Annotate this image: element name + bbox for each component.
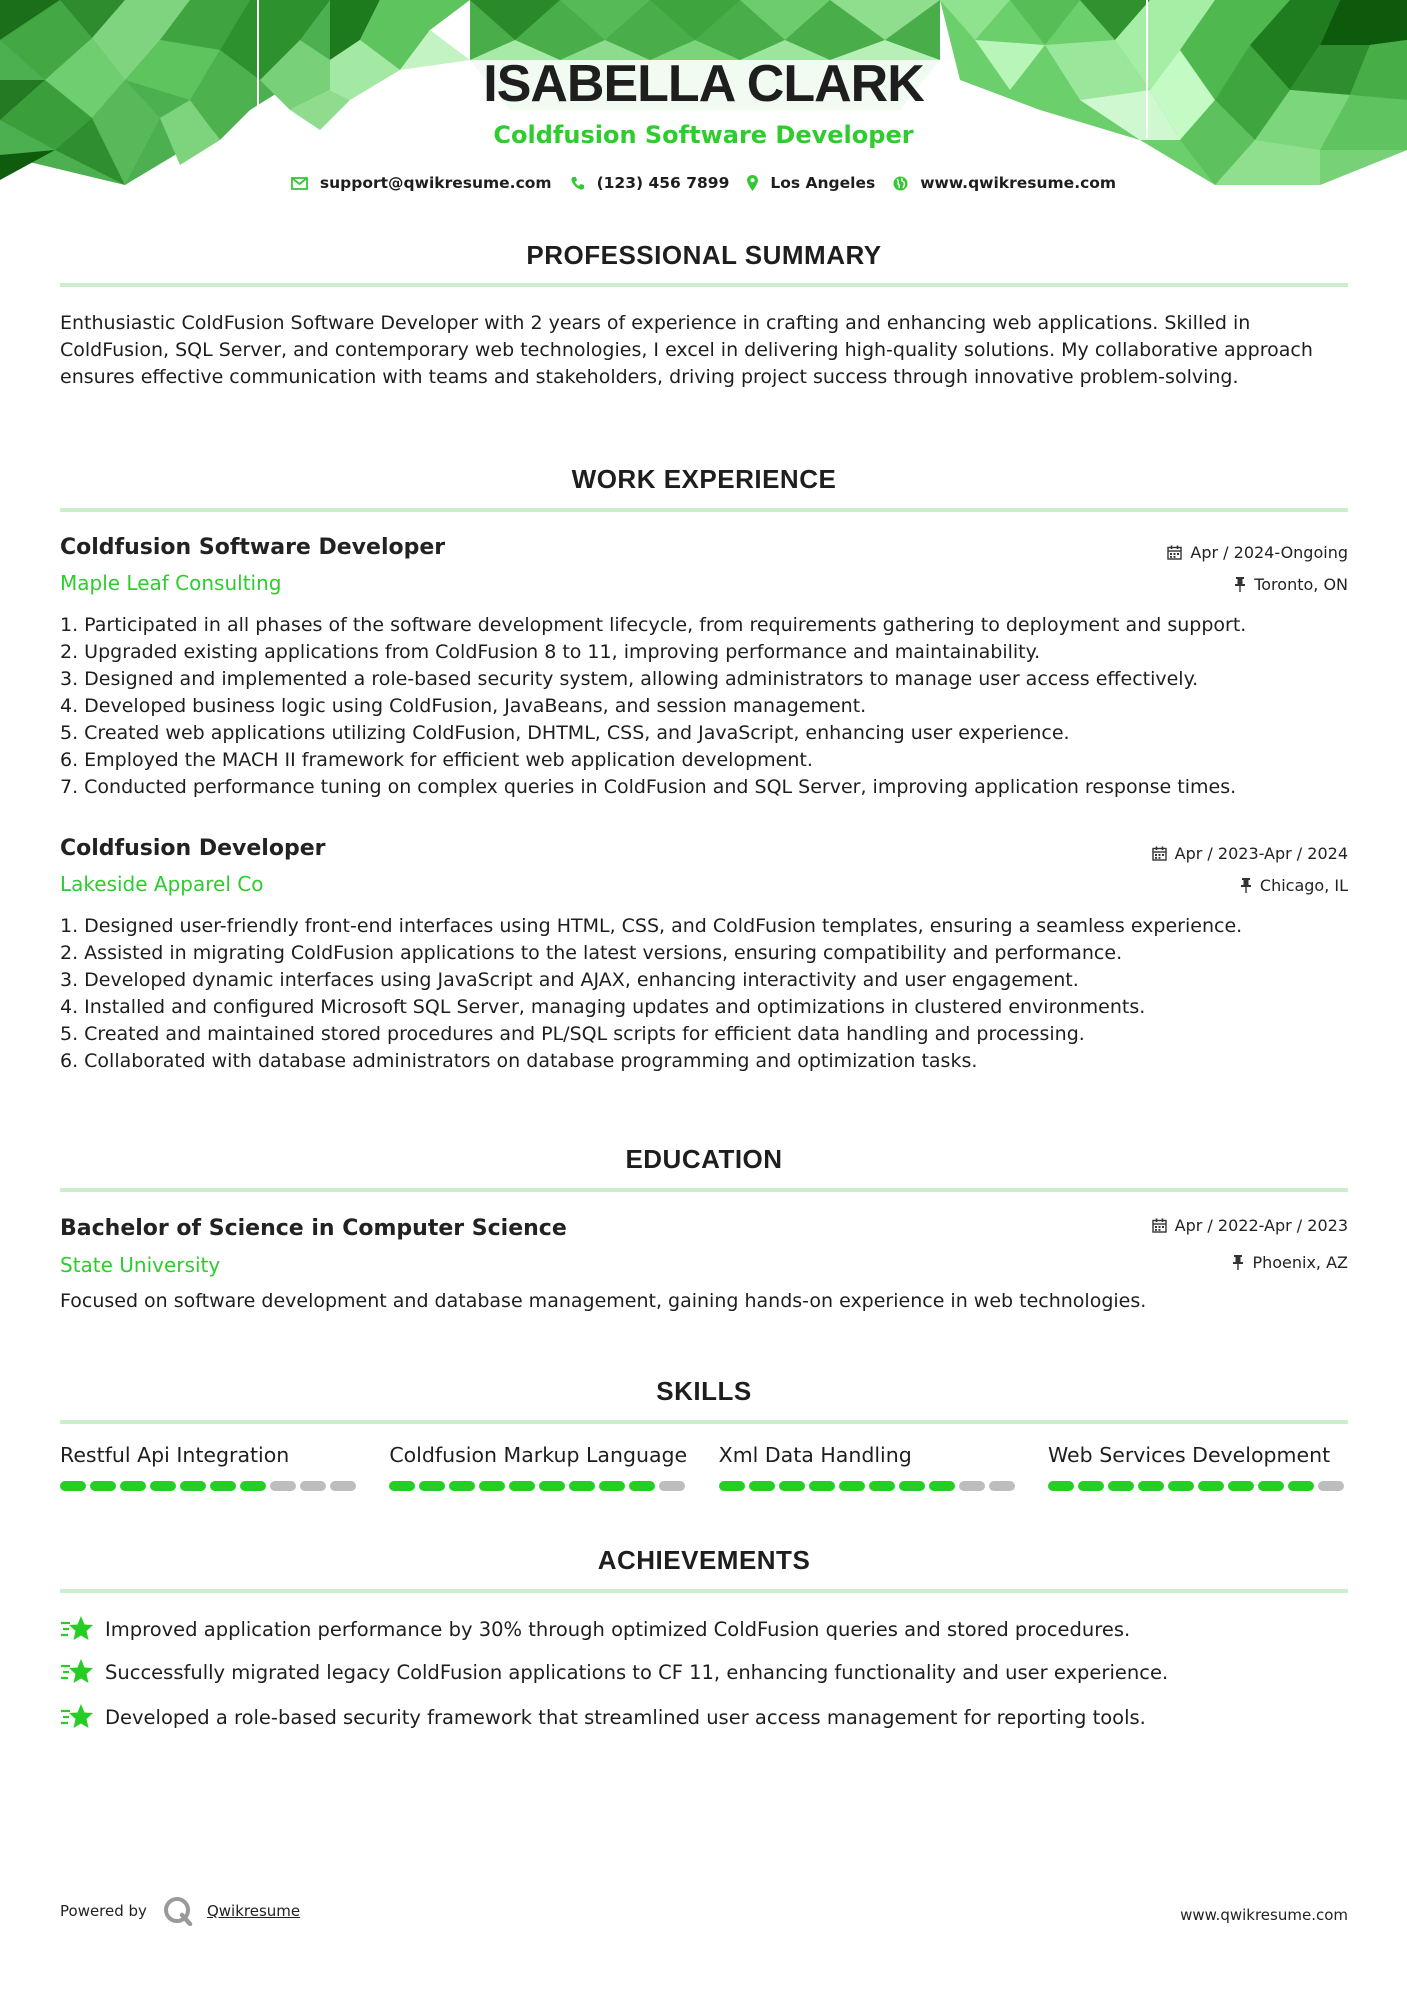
skill-level-segment — [1078, 1481, 1104, 1491]
skill-name: Xml Data Handling — [718, 1443, 912, 1467]
skill-level-segment — [120, 1481, 146, 1491]
skills-heading: SKILLS — [656, 1376, 752, 1406]
list-item: 1. Designed user-friendly front-end interfaces using HTML, CSS, and ColdFusion templates, ensuring a seamless experience. — [60, 915, 1243, 937]
skill-level-segment — [1108, 1481, 1134, 1491]
achievement-item: Successfully migrated legacy ColdFusion applications to CF 11, enhancing functionality and user experience. — [60, 1657, 1348, 1687]
achievement-item: Developed a role-based security framework that streamlined user access management for reporting tools. — [60, 1702, 1348, 1732]
skill-level-segment — [1048, 1481, 1074, 1491]
list-item: 4. Installed and configured Microsoft SQL Server, managing updates and optimizations in clustered environments. — [60, 996, 1146, 1018]
star-icon — [60, 1657, 94, 1687]
job-location: Chicago, IL — [1240, 876, 1348, 895]
skill-level-bar — [60, 1481, 360, 1491]
skill-name: Coldfusion Markup Language — [389, 1443, 688, 1467]
section-divider — [60, 283, 1348, 287]
star-icon — [60, 1614, 94, 1644]
skill-level-segment — [1228, 1481, 1254, 1491]
list-item: 2. Assisted in migrating ColdFusion applications to the latest versions, ensuring compatibility and performance. — [60, 942, 1123, 964]
skill-item — [719, 1443, 1019, 1491]
qwikresume-logo-icon — [163, 1896, 193, 1926]
skill-level-segment — [1318, 1481, 1344, 1491]
globe-icon — [893, 176, 908, 191]
skill-level-segment — [659, 1481, 685, 1491]
skill-level-segment — [569, 1481, 595, 1491]
skill-level-segment — [839, 1481, 865, 1491]
skill-level-segment — [1258, 1481, 1284, 1491]
skill-level-segment — [1288, 1481, 1314, 1491]
location-text: Los Angeles — [770, 174, 876, 192]
skill-level-segment — [629, 1481, 655, 1491]
skill-level-segment — [419, 1481, 445, 1491]
skill-level-segment — [959, 1481, 985, 1491]
phone-text: (123) 456 7899 — [596, 174, 730, 192]
skill-level-segment — [869, 1481, 895, 1491]
job-location: Toronto, ON — [1234, 575, 1348, 594]
candidate-name: ISABELLA CLARK — [483, 55, 924, 113]
skills-list — [60, 1443, 1348, 1491]
skill-level-segment — [60, 1481, 86, 1491]
calendar-icon — [1167, 545, 1182, 560]
education-text: Focused on software development and database management, gaining hands-on experience in web technologies. — [60, 1290, 1147, 1312]
pushpin-icon — [1234, 577, 1246, 592]
star-icon — [60, 1702, 94, 1732]
section-divider — [60, 1589, 1348, 1593]
list-item: 3. Designed and implemented a role-based security system, allowing administrators to manage user access effectively. — [60, 668, 1199, 690]
education-heading: EDUCATION — [625, 1144, 783, 1174]
contact-email[interactable] — [291, 174, 552, 192]
skill-level-segment — [539, 1481, 565, 1491]
list-item: 3. Developed dynamic interfaces using JavaScript and AJAX, enhancing interactivity and user engagement. — [60, 969, 1079, 991]
list-item: 6. Employed the MACH II framework for efficient web application development. — [60, 749, 813, 771]
skill-level-segment — [300, 1481, 326, 1491]
education-location: Phoenix, AZ — [1232, 1253, 1348, 1272]
phone-icon — [570, 176, 585, 191]
footer-powered-by: Powered by Qwikresume — [60, 1896, 300, 1926]
list-item: 2. Upgraded existing applications from ColdFusion 8 to 11, improving performance and maintainability. — [60, 641, 1041, 663]
skill-level-segment — [899, 1481, 925, 1491]
skill-level-segment — [749, 1481, 775, 1491]
contact-bar — [0, 174, 1407, 192]
contact-location — [747, 174, 875, 192]
summary-heading: PROFESSIONAL SUMMARY — [526, 240, 882, 270]
list-item: 1. Participated in all phases of the software development lifecycle, from requirements gathering to deployment and support. — [60, 614, 1247, 636]
company-name: Maple Leaf Consulting — [60, 571, 282, 595]
skill-level-segment — [270, 1481, 296, 1491]
qwikresume-link[interactable]: Qwikresume — [206, 1902, 301, 1920]
job-dates: Apr / 2023-Apr / 2024 — [1152, 844, 1348, 863]
skill-level-segment — [989, 1481, 1015, 1491]
skill-level-segment — [1168, 1481, 1194, 1491]
skill-level-segment — [150, 1481, 176, 1491]
section-divider — [60, 1420, 1348, 1424]
list-item: 5. Created web applications utilizing ColdFusion, DHTML, CSS, and JavaScript, enhancing user experience. — [60, 722, 1070, 744]
school-name: State University — [60, 1253, 221, 1277]
skill-level-segment — [509, 1481, 535, 1491]
contact-website[interactable] — [893, 174, 1116, 192]
summary-text: Enthusiastic ColdFusion Software Developer with 2 years of experience in crafting and enhancing web applications. Skilled in ColdFusion, SQL Server, and contemporary web technologies, I excel in delivering high-quality solutions. My collaborative approach ensures effective communication with teams and stakeholders, driving project success through innovative problem-solving. — [60, 312, 1313, 388]
degree-title: Bachelor of Science in Computer Science — [60, 1216, 567, 1241]
achievements-heading: ACHIEVEMENTS — [597, 1545, 811, 1575]
contact-phone[interactable] — [570, 174, 730, 192]
skill-level-segment — [1198, 1481, 1224, 1491]
list-item: 4. Developed business logic using ColdFusion, JavaBeans, and session management. — [60, 695, 867, 717]
skill-level-segment — [929, 1481, 955, 1491]
skill-level-segment — [449, 1481, 475, 1491]
job-bullets — [60, 612, 1348, 801]
skill-name: Restful Api Integration — [60, 1443, 290, 1467]
skill-level-segment — [479, 1481, 505, 1491]
job-bullets — [60, 913, 1348, 1075]
experience-heading: WORK EXPERIENCE — [571, 464, 837, 494]
list-item: 6. Collaborated with database administrators on database programming and optimization tasks. — [60, 1050, 978, 1072]
skill-item — [60, 1443, 360, 1491]
skill-level-segment — [90, 1481, 116, 1491]
pushpin-icon — [1232, 1255, 1244, 1270]
footer-website[interactable]: www.qwikresume.com — [1180, 1906, 1348, 1924]
job-dates: Apr / 2024-Ongoing — [1167, 543, 1348, 562]
website-text: www.qwikresume.com — [920, 174, 1117, 192]
skill-name: Web Services Development — [1047, 1443, 1331, 1467]
skill-level-segment — [210, 1481, 236, 1491]
calendar-icon — [1152, 1218, 1167, 1233]
skill-item — [1048, 1443, 1348, 1491]
job-title: Coldfusion Developer — [60, 836, 326, 861]
section-divider — [60, 1188, 1348, 1192]
company-name: Lakeside Apparel Co — [60, 872, 264, 896]
skill-level-segment — [719, 1481, 745, 1491]
envelope-icon — [291, 177, 308, 190]
job-title: Coldfusion Software Developer — [60, 535, 446, 560]
pushpin-icon — [1240, 878, 1252, 893]
section-divider — [60, 508, 1348, 512]
map-pin-icon — [747, 175, 758, 191]
skill-level-bar — [1048, 1481, 1348, 1491]
skill-level-segment — [599, 1481, 625, 1491]
skill-level-segment — [779, 1481, 805, 1491]
list-item: 7. Conducted performance tuning on complex queries in ColdFusion and SQL Server, improving application response times. — [60, 776, 1237, 798]
list-item: 5. Created and maintained stored procedures and PL/SQL scripts for efficient data handling and processing. — [60, 1023, 1085, 1045]
skill-level-bar — [719, 1481, 1019, 1491]
skill-level-segment — [1138, 1481, 1164, 1491]
achievement-item: Improved application performance by 30% through optimized ColdFusion queries and stored procedures. — [60, 1614, 1348, 1644]
skill-level-segment — [330, 1481, 356, 1491]
calendar-icon — [1152, 846, 1167, 861]
skill-level-segment — [389, 1481, 415, 1491]
skill-level-bar — [389, 1481, 689, 1491]
skill-item — [389, 1443, 689, 1491]
candidate-role: Coldfusion Software Developer — [493, 121, 914, 149]
skill-level-segment — [240, 1481, 266, 1491]
skill-level-segment — [809, 1481, 835, 1491]
email-text: support@qwikresume.com — [319, 174, 552, 192]
skill-level-segment — [180, 1481, 206, 1491]
education-dates: Apr / 2022-Apr / 2023 — [1152, 1216, 1348, 1235]
